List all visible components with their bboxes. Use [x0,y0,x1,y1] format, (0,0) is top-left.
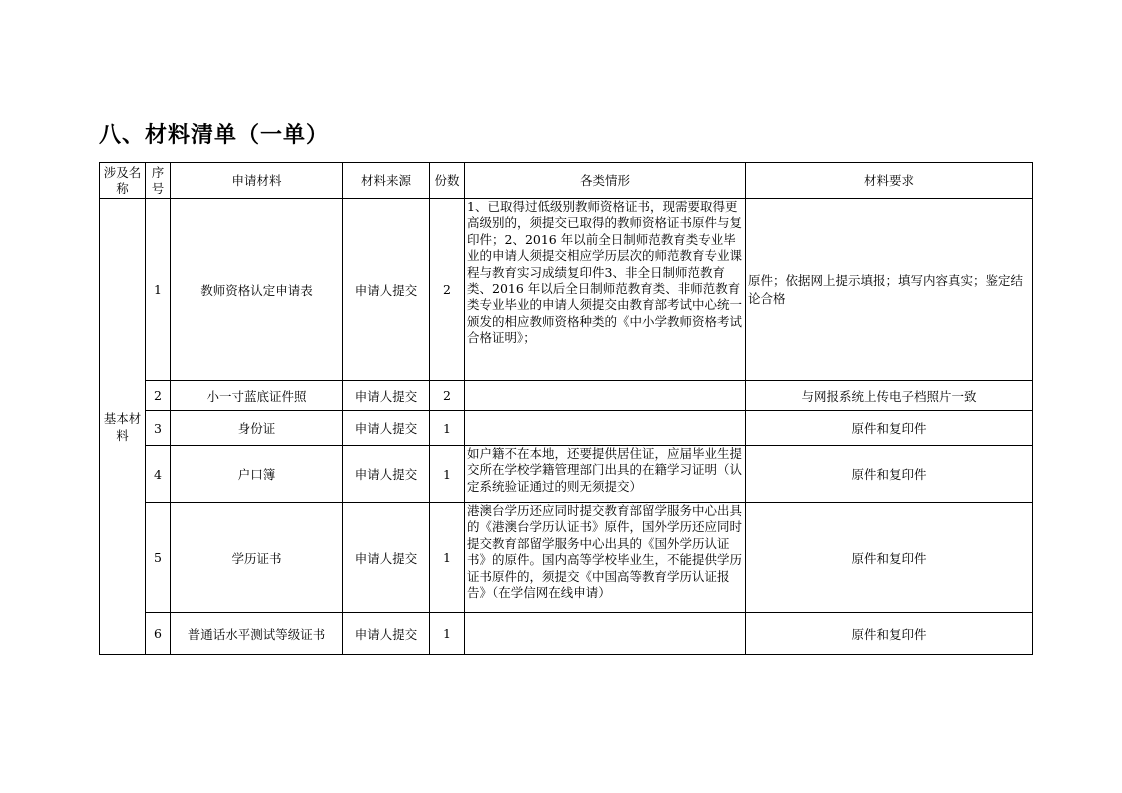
row-situations: 如户籍不在本地，还要提供居住证，应届毕业生提交所在学校学籍管理部门出具的在籍学习证明（认定系统验证通过的则无须提交） [465,446,746,503]
row-requirement: 原件；依据网上提示填报；填写内容真实；鉴定结论合格 [746,199,1033,381]
table-row [100,199,1033,381]
row-material: 学历证书 [171,503,343,613]
table-row [100,613,1033,655]
row-no: 2 [146,381,171,411]
row-no: 6 [146,613,171,655]
row-requirement: 原件和复印件 [746,446,1033,503]
row-copies: 1 [430,446,465,503]
row-situations [465,613,746,655]
row-requirement: 原件和复印件 [746,503,1033,613]
row-situations: 1、已取得过低级别教师资格证书，现需要取得更高级别的，须提交已取得的教师资格证书原件与复印件；2、2016 年以前全日制师范教育类专业毕业的申请人须提交相应学历层次的师范教育专业课程与教育实习成绩复印件3、非全日制师范教育类、2016 年以后全日制师范教育类、非师范教育类专业毕业的申请人须提交由教育部考试中心统一颁发的相应教师资格种类的《中小学教师资格考试合格证明》； [465,199,746,381]
row-material: 身份证 [171,411,343,446]
row-requirement: 原件和复印件 [746,411,1033,446]
row-source: 申请人提交 [343,411,430,446]
header-material: 申请材料 [171,163,343,199]
row-material: 普通话水平测试等级证书 [171,613,343,655]
row-material: 教师资格认定申请表 [171,199,343,381]
header-copies: 份数 [430,163,465,199]
row-no: 5 [146,503,171,613]
header-situations: 各类情形 [465,163,746,199]
row-situations: 港澳台学历还应同时提交教育部留学服务中心出具的《港澳台学历认证书》原件，国外学历还应同时提交教育部留学服务中心出具的《国外学历认证书》的原件。国内高等学校毕业生，不能提供学历证书原件的，须提交《中国高等教育学历认证报告》（在学信网在线申请） [465,503,746,613]
row-situations [465,411,746,446]
table-row [100,446,1033,503]
row-requirement: 原件和复印件 [746,613,1033,655]
row-no: 3 [146,411,171,446]
header-source: 材料来源 [343,163,430,199]
row-source: 申请人提交 [343,613,430,655]
row-no: 1 [146,199,171,381]
row-source: 申请人提交 [343,446,430,503]
header-category: 涉及名称 [100,163,146,199]
row-no: 4 [146,446,171,503]
header-requirement: 材料要求 [746,163,1033,199]
table-row [100,503,1033,613]
table-row [100,411,1033,446]
row-source: 申请人提交 [343,381,430,411]
category-cell: 基本材料 [100,199,146,655]
row-copies: 2 [430,199,465,381]
header-no: 序号 [146,163,171,199]
table-header-row [100,163,1033,199]
materials-table [99,162,1033,655]
page-title: 八、材料清单（一单） [99,123,330,148]
table-row [100,381,1033,411]
row-copies: 1 [430,503,465,613]
row-material: 小一寸蓝底证件照 [171,381,343,411]
row-source: 申请人提交 [343,503,430,613]
row-material: 户口簿 [171,446,343,503]
row-copies: 2 [430,381,465,411]
row-situations [465,381,746,411]
row-copies: 1 [430,613,465,655]
row-source: 申请人提交 [343,199,430,381]
row-copies: 1 [430,411,465,446]
row-requirement: 与网报系统上传电子档照片一致 [746,381,1033,411]
